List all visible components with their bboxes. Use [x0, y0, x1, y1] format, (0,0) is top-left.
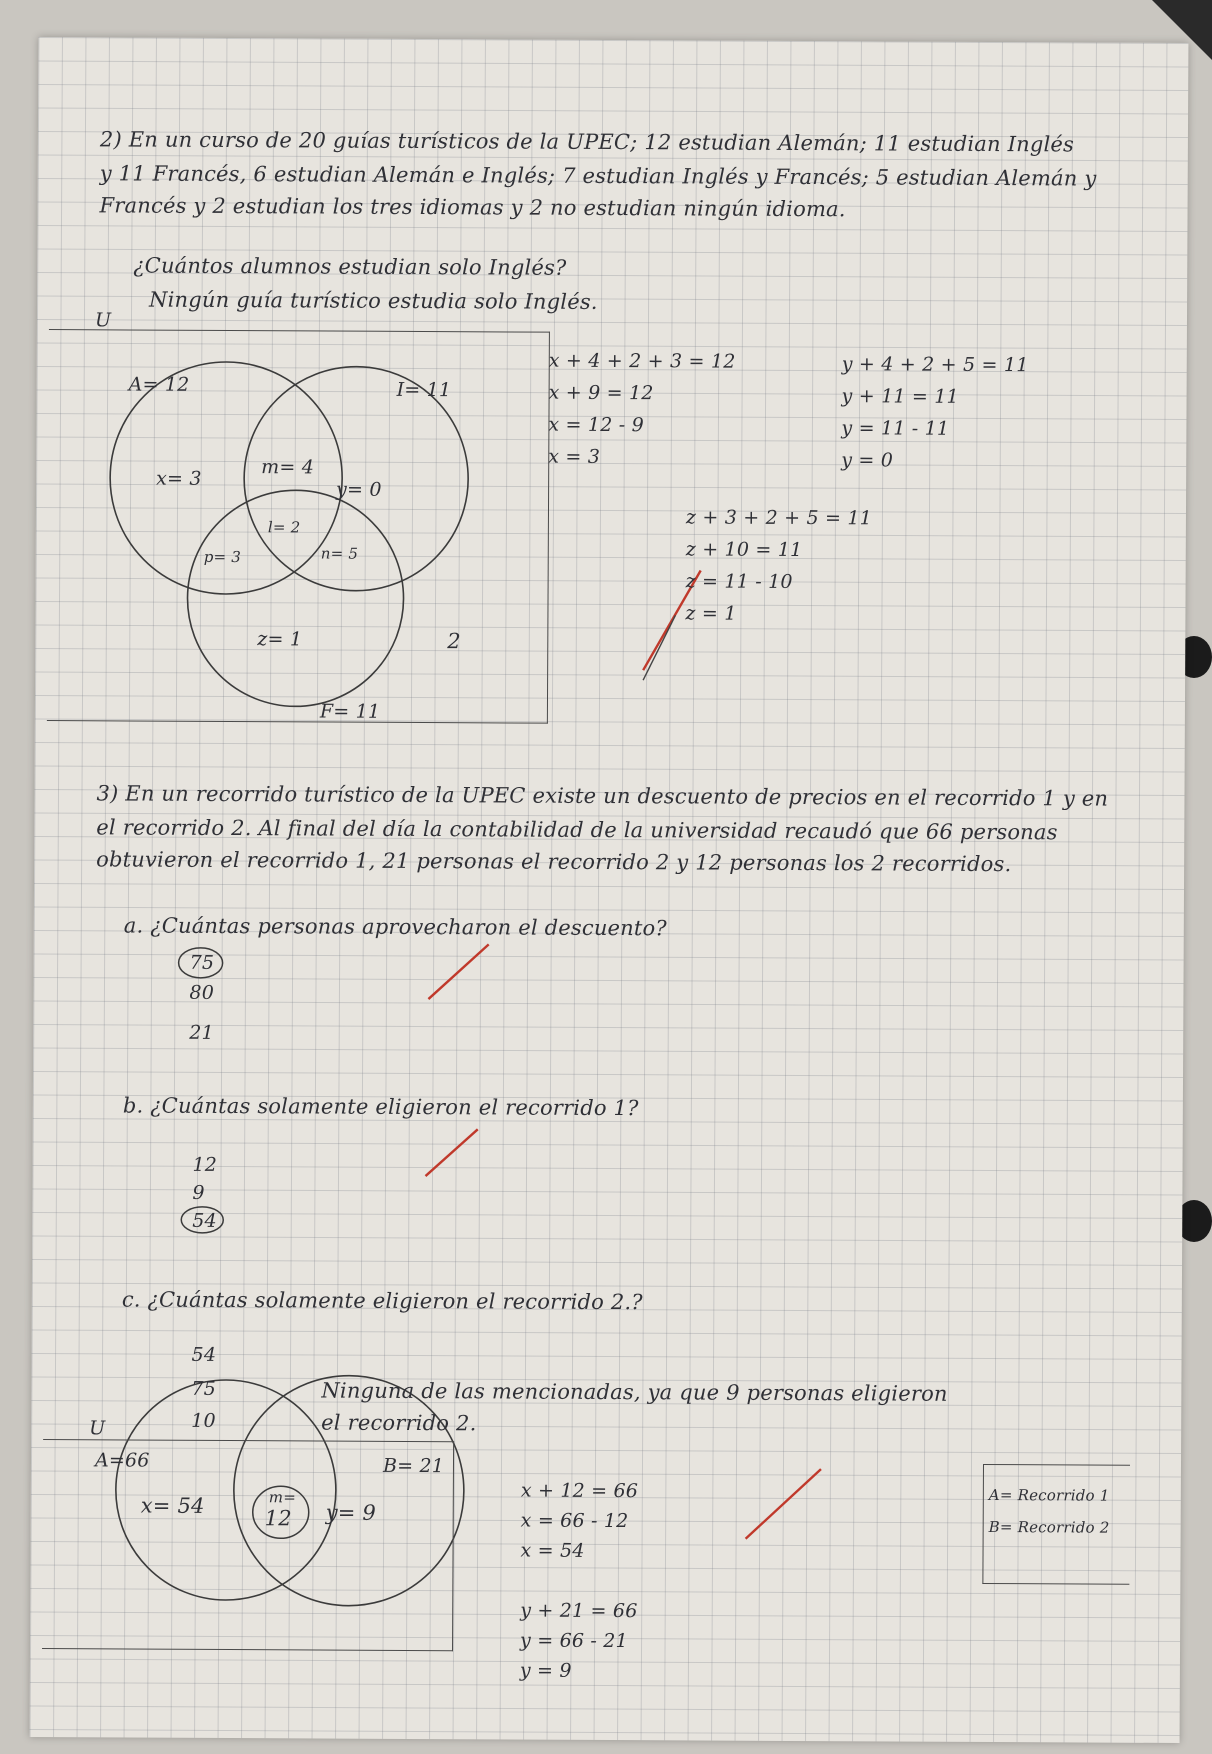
eq-x-2: x + 9 = 12: [548, 381, 654, 405]
venn2-l: l= 2: [267, 518, 301, 537]
problem3-line1: 3) En un recorrido turístico de la UPEC existe un descuento de precios en el recorrido 1 y en: [96, 781, 1109, 811]
check-mark: [428, 944, 488, 999]
problem2-question: ¿Cuántos alumnos estudian solo Inglés?: [133, 253, 567, 280]
venn3-A-label: A=66: [94, 1449, 150, 1472]
eq-z-3: z = 11 - 10: [685, 570, 793, 593]
venn2-A-label: A= 12: [128, 373, 190, 396]
eq-y-2: y + 11 = 11: [841, 385, 959, 408]
problem2-line3: Francés y 2 estudian los tres idiomas y 2 no estudian ningún idioma.: [99, 193, 846, 222]
venn2-n: n= 5: [320, 544, 359, 563]
eq-x-1: x + 4 + 2 + 3 = 12: [548, 349, 736, 373]
problem2-universe-label: U: [94, 309, 112, 332]
problem2-answer: Ningún guía turístico estudia solo Inglés.: [149, 287, 598, 314]
venn2-m: m= 4: [261, 456, 315, 479]
qb-work-2: 9: [192, 1181, 205, 1204]
venn2-F-label: F= 11: [319, 700, 381, 723]
venn3-B-label: B= 21: [382, 1454, 445, 1478]
venn2-x: x= 3: [156, 467, 202, 490]
venn2-p: p= 3: [203, 547, 242, 567]
qb-work-3: 54: [192, 1209, 217, 1232]
eq-y-1: y + 4 + 2 + 5 = 11: [841, 353, 1029, 377]
venn3-x: x= 54: [140, 1493, 205, 1518]
eq3-y-3: y = 9: [519, 1659, 572, 1682]
eq-x-4: x = 3: [548, 445, 601, 468]
question-a: a. ¿Cuántas personas aprovecharon el descuento?: [123, 913, 667, 941]
venn2-z: z= 1: [257, 628, 303, 651]
qc-work-3: 10: [191, 1409, 216, 1432]
qb-work-1: 12: [192, 1153, 218, 1176]
question-c: c. ¿Cuántas solamente eligieron el recorrido 2.?: [121, 1287, 643, 1315]
qa-work-3: 21: [189, 1021, 214, 1044]
qc-work-2: 75: [191, 1377, 217, 1400]
eq-z-2: z + 10 = 11: [685, 538, 803, 562]
problem3-line3: obtuvieron el recorrido 1, 21 personas el recorrido 2 y 12 personas los 2 recorridos.: [96, 847, 1012, 877]
venn3-m-val: 12: [264, 1506, 292, 1531]
eq-y-3: y = 11 - 11: [841, 417, 950, 440]
eq-y-4: y = 0: [841, 449, 894, 472]
venn3-y: y= 9: [325, 1500, 377, 1525]
eq3-x-3: x = 54: [520, 1539, 585, 1562]
venn3-m-top: m=: [268, 1488, 297, 1507]
eq3-x-1: x + 12 = 66: [520, 1479, 639, 1503]
qa-work-1: 75: [189, 951, 215, 974]
problem2-line2: y 11 Francés, 6 estudian Alemán e Inglés; 7 estudian Inglés y Francés; 5 estudian Alemán y: [99, 161, 1097, 191]
grid-paper-sheet: [30, 37, 1189, 1743]
problem3-universe-label: U: [89, 1417, 106, 1440]
legend-A: A= Recorrido 1: [988, 1485, 1110, 1505]
legend-B: B= Recorrido 2: [988, 1517, 1110, 1537]
eq-z-4: z = 1: [685, 602, 737, 625]
question-b: b. ¿Cuántas solamente eligieron el recorrido 1?: [122, 1093, 639, 1121]
problem3-line2: el recorrido 2. Al final del día la contabilidad de la universidad recaudó que 66 personas: [96, 815, 1058, 845]
eq3-y-2: y = 66 - 21: [520, 1629, 628, 1653]
eq3-x-2: x = 66 - 12: [520, 1509, 629, 1533]
venn2-y: y= 0: [336, 478, 382, 501]
eq3-y-1: y + 21 = 66: [520, 1599, 638, 1623]
venn2-outside: 2: [447, 629, 461, 654]
check-mark: [746, 1469, 821, 1539]
qc-work-1: 54: [191, 1343, 217, 1366]
qc-answer-1: Ninguna de las mencionadas, ya que 9 personas eligieron: [321, 1378, 948, 1406]
qc-answer-2: el recorrido 2.: [321, 1410, 477, 1436]
eq-x-3: x = 12 - 9: [548, 413, 644, 437]
problem2-line1: 2) En un curso de 20 guías turísticos de la UPEC; 12 estudian Alemán; 11 estudian Inglés: [99, 127, 1075, 157]
venn2-I-label: I= 11: [396, 378, 452, 402]
qa-work-2: 80: [189, 981, 215, 1004]
eq-z-1: z + 3 + 2 + 5 = 11: [685, 506, 873, 530]
check-mark: [425, 1129, 477, 1176]
